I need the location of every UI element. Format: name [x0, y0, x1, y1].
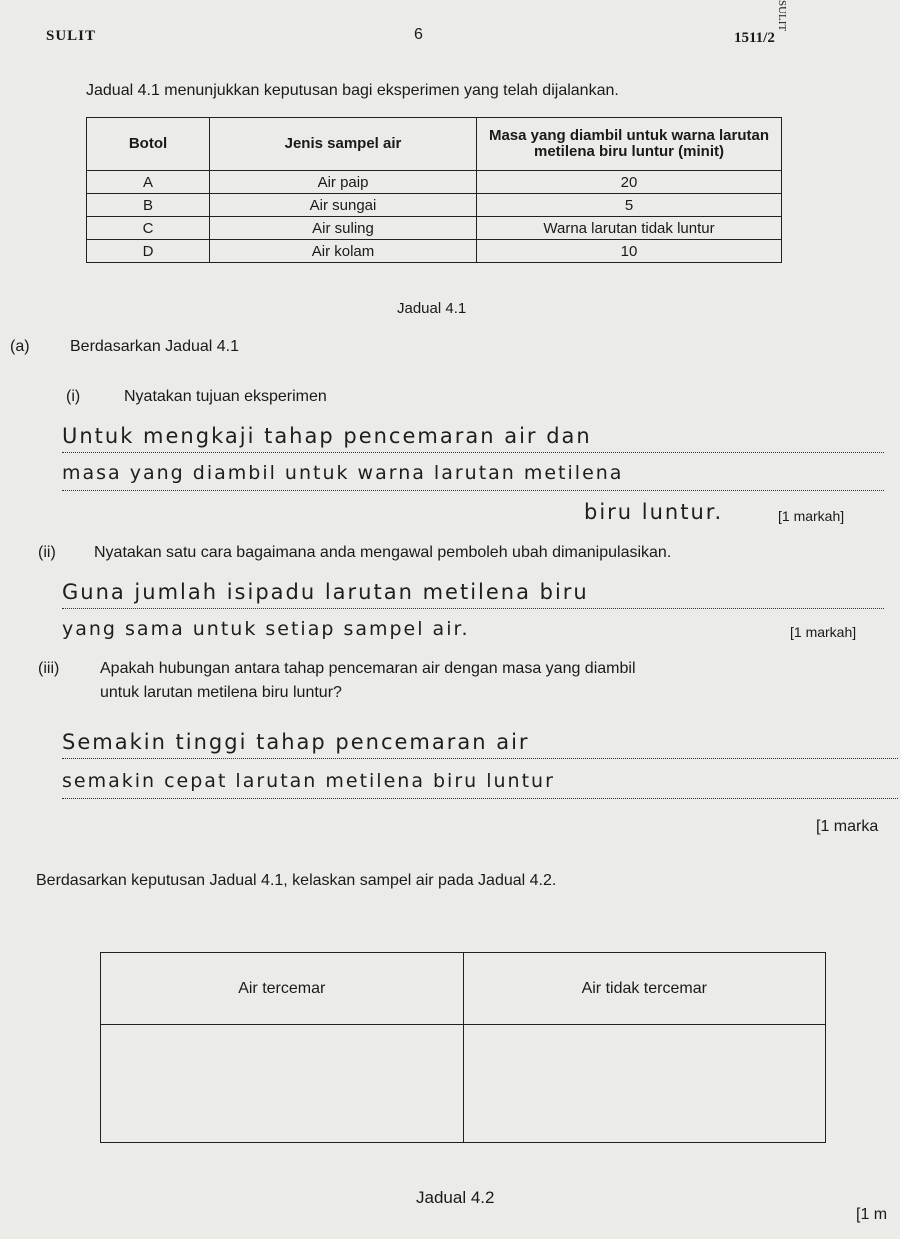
- answer-cell-unpolluted[interactable]: [463, 1025, 826, 1143]
- col-header-unpolluted: Air tidak tercemar: [463, 953, 826, 1025]
- answer-cell-polluted[interactable]: [101, 1025, 464, 1143]
- cell-sample: Air paip: [210, 171, 477, 194]
- cell-time: 20: [477, 171, 782, 194]
- table-row: [87, 171, 782, 194]
- classification-table: [100, 952, 826, 1143]
- header-sulit: SULIT: [46, 28, 97, 44]
- cell-sample: Air suling: [210, 217, 477, 240]
- cell-bottle: B: [87, 194, 210, 217]
- q1-answer-line2: masa yang diambil untuk warna larutan metilena: [62, 462, 624, 484]
- q2-answer-line1: Guna jumlah isipadu larutan metilena biru: [62, 580, 589, 604]
- q3-answer-line2: semakin cepat larutan metilena biru luntur: [62, 770, 555, 792]
- q3-answer-line1: Semakin tinggi tahap pencemaran air: [62, 730, 530, 754]
- q2-answer-line2: yang sama untuk setiap sampel air.: [62, 618, 470, 640]
- col-header-time: Masa yang diambil untuk warna larutan metilena biru luntur (minit): [477, 118, 782, 171]
- cell-sample: Air kolam: [210, 240, 477, 263]
- table-row: [87, 240, 782, 263]
- col-header-sample: Jenis sampel air: [210, 118, 477, 171]
- page-number: 6: [414, 26, 423, 43]
- q1-text: Nyatakan tujuan eksperimen: [124, 388, 327, 405]
- answer-line: [62, 490, 884, 491]
- cell-time: Warna larutan tidak luntur: [477, 217, 782, 240]
- answer-line: [62, 758, 898, 759]
- paper-code: 1511/2: [734, 30, 775, 46]
- part-a-label: (a): [10, 338, 30, 355]
- table-row: [87, 194, 782, 217]
- q2-text: Nyatakan satu cara bagaimana anda mengawal pemboleh ubah dimanipulasikan.: [94, 544, 672, 561]
- part-b-text: Berdasarkan keputusan Jadual 4.1, kelaskan sampel air pada Jadual 4.2.: [36, 872, 557, 889]
- cell-time: 5: [477, 194, 782, 217]
- q3-label: (iii): [38, 660, 60, 677]
- col-header-polluted: Air tercemar: [101, 953, 464, 1025]
- table-row: [87, 217, 782, 240]
- part-a-text: Berdasarkan Jadual 4.1: [70, 338, 239, 355]
- table2-caption: Jadual 4.2: [416, 1188, 495, 1207]
- answer-line: [62, 798, 898, 799]
- q1-answer-line1: Untuk mengkaji tahap pencemaran air dan: [62, 424, 592, 448]
- answer-line: [62, 452, 884, 453]
- col-header-bottle: Botol: [87, 118, 210, 171]
- q1-mark: [1 markah]: [778, 508, 845, 524]
- answer-line: [62, 608, 884, 609]
- table-intro: Jadual 4.1 menunjukkan keputusan bagi eksperimen yang telah dijalankan.: [86, 82, 619, 99]
- q3-mark: [1 marka: [816, 818, 879, 835]
- q2-mark: [1 markah]: [790, 624, 857, 640]
- q1-label: (i): [66, 388, 81, 405]
- q3-text2: untuk larutan metilena biru luntur?: [100, 684, 342, 701]
- cell-bottle: C: [87, 217, 210, 240]
- q1-answer-line3: biru luntur.: [584, 500, 724, 524]
- results-table: [86, 117, 782, 263]
- table1-caption: Jadual 4.1: [397, 300, 467, 317]
- cell-bottle: A: [87, 171, 210, 194]
- q3-text: Apakah hubungan antara tahap pencemaran air dengan masa yang diambil: [100, 660, 636, 677]
- cell-bottle: D: [87, 240, 210, 263]
- spine-text: SULIT: [776, 0, 788, 32]
- q2-label: (ii): [38, 544, 56, 561]
- cell-sample: Air sungai: [210, 194, 477, 217]
- cell-time: 10: [477, 240, 782, 263]
- part-b-mark: [1 m: [856, 1206, 888, 1223]
